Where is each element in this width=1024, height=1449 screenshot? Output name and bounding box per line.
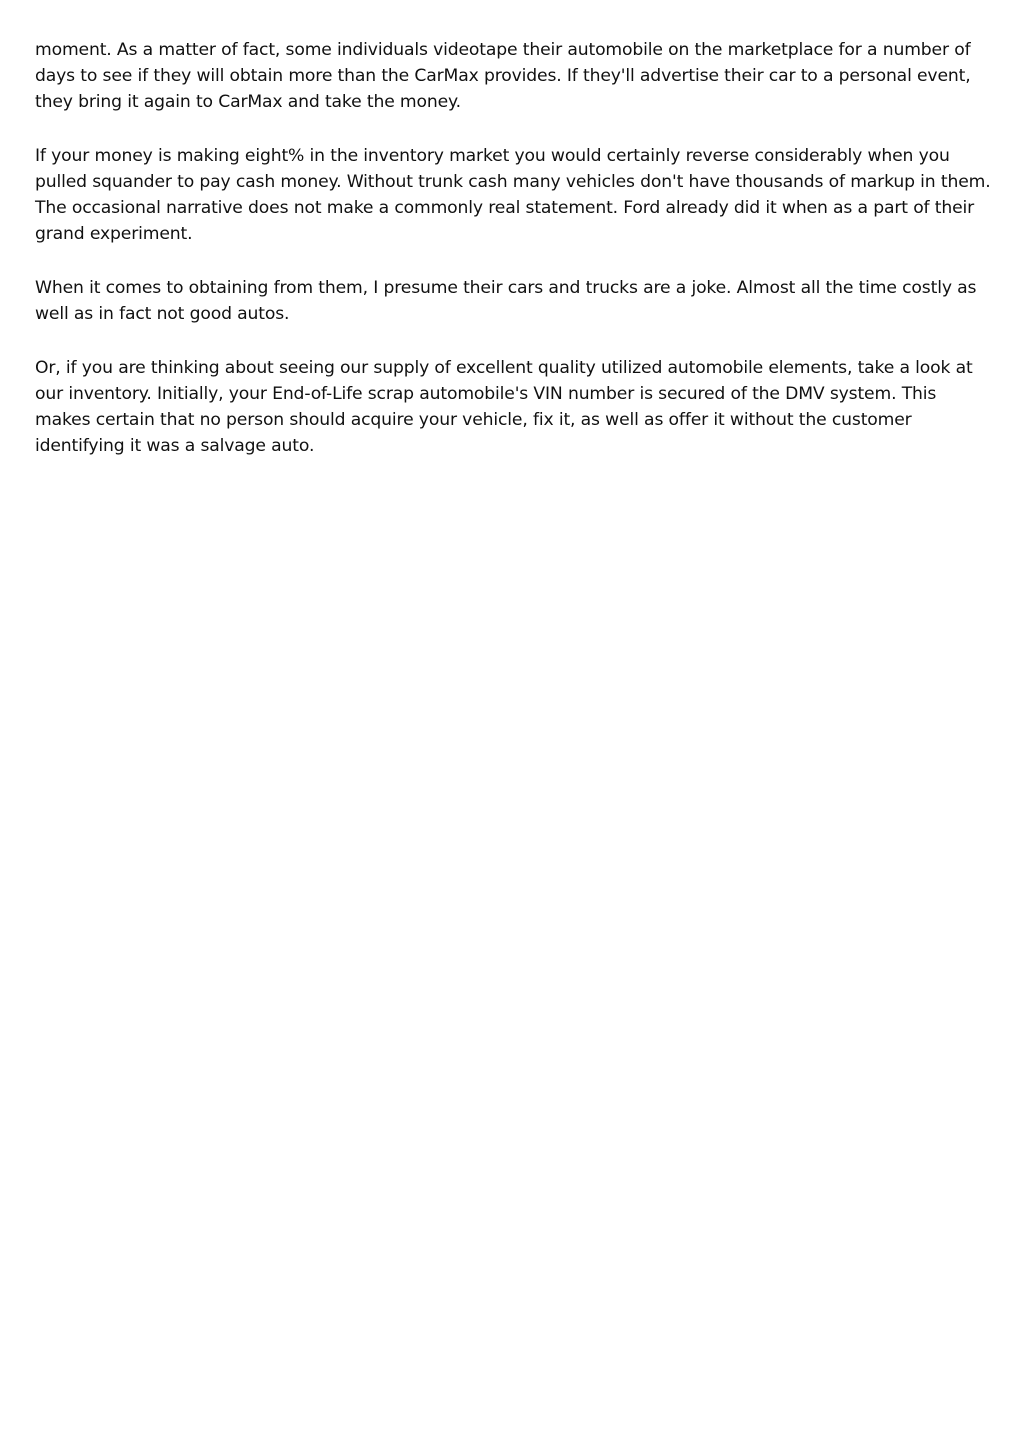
paragraph-3: When it comes to obtaining from them, I presume their cars and trucks are a joke. Almost all the time costly as well as in fact not good autos.	[35, 278, 977, 324]
paragraph-2: If your money is making eight% in the inventory market you would certainly reverse considerably when you pulled squander to pay cash money. Without trunk cash many vehicles don't have thousands of markup in them. The occasional narrative does not make a commonly real statement. Ford already did it when as a part of their grand experiment.	[35, 146, 991, 244]
paragraph-1: moment. As a matter of fact, some individuals videotape their automobile on the marketplace for a number of days to see if they will obtain more than the CarMax provides. If they'll advertise their car to a personal event, they bring it again to CarMax and take the money.	[35, 40, 971, 112]
paragraph-4: Or, if you are thinking about seeing our supply of excellent quality utilized automobile elements, take a look at our inventory. Initially, your End-of-Life scrap automobile's VIN number is secured of the DMV system. This makes certain that no person should acquire your vehicle, fix it, as well as offer it without the customer identifying it was a salvage auto.	[35, 358, 973, 456]
document-body	[35, 37, 993, 487]
